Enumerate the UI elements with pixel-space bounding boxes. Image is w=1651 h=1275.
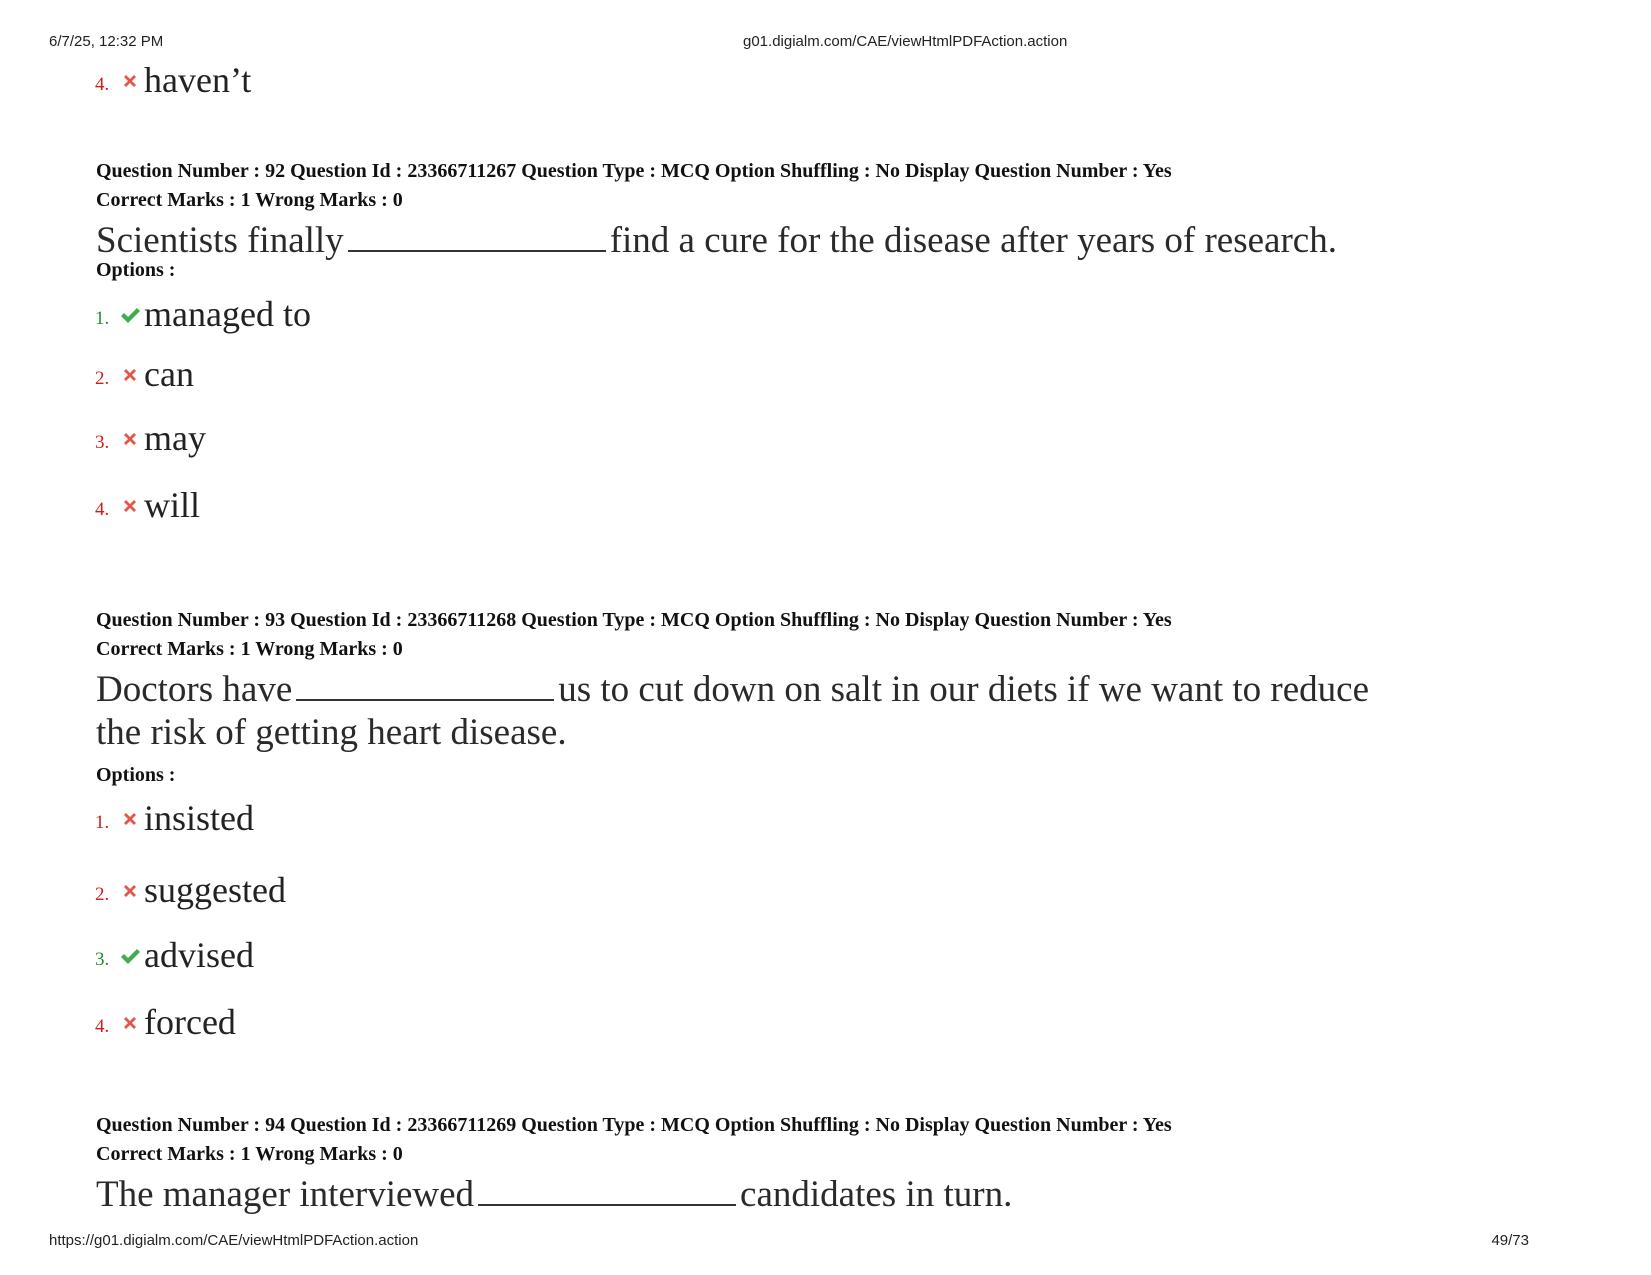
cross-icon bbox=[119, 495, 141, 517]
option-item bbox=[95, 994, 236, 1042]
option-item bbox=[95, 410, 206, 458]
question-marks: Correct Marks : 1 Wrong Marks : 0 bbox=[96, 638, 403, 660]
option-number: 1. bbox=[95, 812, 110, 833]
options-label: Options : bbox=[96, 259, 176, 281]
option-text: insisted bbox=[144, 798, 255, 838]
answer-blank bbox=[296, 665, 554, 701]
question-marks: Correct Marks : 1 Wrong Marks : 0 bbox=[96, 1143, 403, 1165]
option-text: can bbox=[144, 354, 194, 394]
question-text bbox=[96, 1170, 1012, 1217]
question-meta: Question Number : 92 Question Id : 23366711267 Question Type : MCQ Option Shuffling : No Display Question Number : Yes bbox=[96, 160, 1172, 182]
option-number: 2. bbox=[95, 368, 110, 389]
option-number: 4. bbox=[95, 499, 110, 520]
option-text: suggested bbox=[144, 870, 286, 910]
option-number: 2. bbox=[95, 884, 110, 905]
print-footer-url: https://g01.digialm.com/CAE/viewHtmlPDFAction.action bbox=[49, 1232, 419, 1249]
question-text-after: us to cut down on salt in our diets if we want to reduce bbox=[558, 669, 1369, 710]
option-item bbox=[95, 346, 194, 394]
option-text: forced bbox=[144, 1002, 236, 1042]
check-icon bbox=[119, 945, 141, 967]
page-number: 49/73 bbox=[1491, 1232, 1529, 1249]
cross-icon bbox=[119, 70, 141, 92]
option-number: 3. bbox=[95, 432, 110, 453]
question-text-after: candidates in turn. bbox=[740, 1174, 1013, 1215]
answer-blank bbox=[478, 1170, 736, 1206]
option-item bbox=[95, 790, 254, 838]
question-text-after: find a cure for the disease after years of research. bbox=[609, 220, 1337, 261]
option-item bbox=[95, 477, 200, 525]
question-text-line2: the risk of getting heart disease. bbox=[96, 712, 567, 753]
carryover-option bbox=[95, 52, 251, 100]
option-text: haven’t bbox=[144, 60, 252, 100]
cross-icon bbox=[119, 428, 141, 450]
check-icon bbox=[119, 304, 141, 326]
option-text: advised bbox=[144, 935, 254, 975]
options-label: Options : bbox=[96, 764, 176, 786]
question-text bbox=[96, 216, 1337, 263]
question-meta: Question Number : 93 Question Id : 23366711268 Question Type : MCQ Option Shuffling : No Display Question Number : Yes bbox=[96, 609, 1172, 631]
cross-icon bbox=[119, 808, 141, 830]
cross-icon bbox=[119, 364, 141, 386]
question-text-before: Scientists finally bbox=[96, 220, 344, 261]
option-item bbox=[95, 927, 254, 975]
option-number: 4. bbox=[95, 1016, 110, 1037]
option-number: 1. bbox=[95, 308, 110, 329]
cross-icon bbox=[119, 880, 141, 902]
option-number: 3. bbox=[95, 949, 110, 970]
question-meta: Question Number : 94 Question Id : 23366711269 Question Type : MCQ Option Shuffling : No Display Question Number : Yes bbox=[96, 1114, 1172, 1136]
option-item bbox=[95, 862, 286, 910]
question-text-before: The manager interviewed bbox=[96, 1174, 475, 1215]
option-text: managed to bbox=[144, 294, 311, 334]
option-number: 4. bbox=[95, 74, 110, 95]
print-header-url: g01.digialm.com/CAE/viewHtmlPDFAction.action bbox=[743, 33, 1068, 50]
question-text bbox=[96, 665, 1369, 712]
cross-icon bbox=[119, 1012, 141, 1034]
option-item bbox=[95, 286, 311, 334]
option-text: will bbox=[144, 485, 201, 525]
answer-blank bbox=[348, 216, 606, 252]
question-text-before: Doctors have bbox=[96, 669, 293, 710]
question-marks: Correct Marks : 1 Wrong Marks : 0 bbox=[96, 189, 403, 211]
print-header-datetime: 6/7/25, 12:32 PM bbox=[49, 33, 164, 50]
option-text: may bbox=[144, 418, 206, 458]
